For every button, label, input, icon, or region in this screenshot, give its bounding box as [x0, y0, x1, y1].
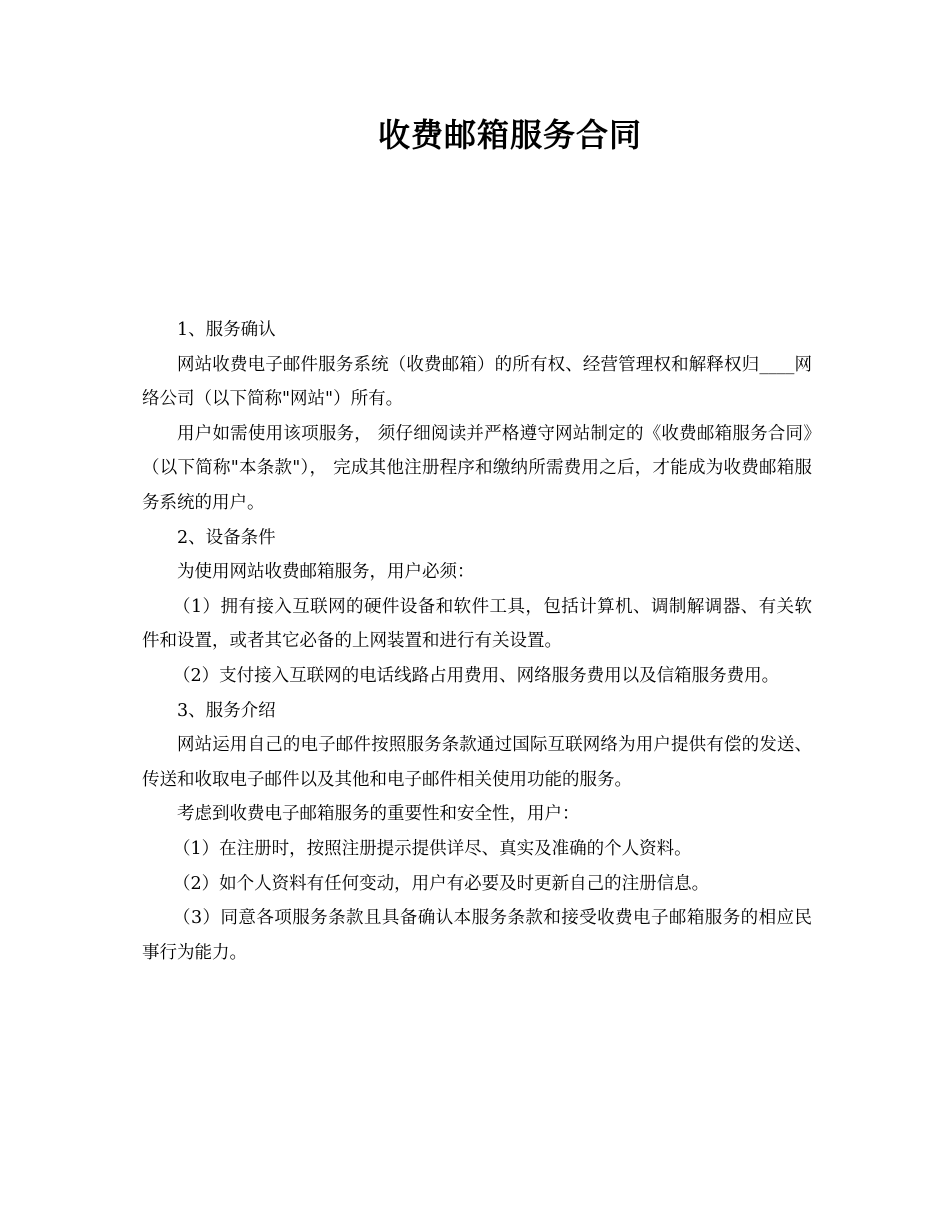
- section-2-item-2: （2）支付接入互联网的电话线路占用费用、网络服务费用以及信箱服务费用。: [173, 665, 780, 686]
- section-1-heading: 1、服务确认: [177, 320, 276, 340]
- section-3-service-paragraph: 网站运用自己的电子邮件按照服务条款通过国际互联网络为用户提供有偿的发送、传送和收取电子邮件以及其他和电子邮件相关使用功能的服务。: [142, 735, 812, 790]
- section-3-item-3: （3）同意各项服务条款且具备确认本服务条款和接受收费电子邮箱服务的相应民事行为能力。: [142, 908, 812, 963]
- section-1-terms-paragraph: 用户如需使用该项服务， 须仔细阅读并严格遵守网站制定的《收费邮箱服务合同》（以下简称"本条款"）， 完成其他注册程序和缴纳所需费用之后，才能成为收费邮箱服务系统的用户。: [142, 423, 812, 513]
- section-3-heading: 3、服务介绍: [177, 700, 276, 721]
- section-1-ownership-paragraph: 网站收费电子邮件服务系统（收费邮箱）的所有权、经营管理权和解释权归____网络公司（以下简称"网站"）所有。: [142, 354, 812, 410]
- section-2-intro-paragraph: 为使用网站收费邮箱服务，用户必须：: [177, 562, 475, 583]
- section-3-item-1: （1）在注册时，按照注册提示提供详尽、真实及准确的个人资料。: [173, 838, 692, 859]
- section-3-security-paragraph: 考虑到收费电子邮箱服务的重要性和安全性，用户：: [177, 804, 580, 825]
- section-2-item-1: （1）拥有接入互联网的硬件设备和软件工具，包括计算机、调制解调器、有关软件和设置，或者其它必备的上网装置和进行有关设置。: [142, 596, 812, 652]
- section-2-heading: 2、设备条件: [177, 527, 276, 548]
- section-3-item-2: （2）如个人资料有任何变动，用户有必要及时更新自己的注册信息。: [173, 873, 710, 894]
- document-title: 收费邮箱服务合同: [377, 116, 642, 154]
- document-body: [142, 313, 812, 970]
